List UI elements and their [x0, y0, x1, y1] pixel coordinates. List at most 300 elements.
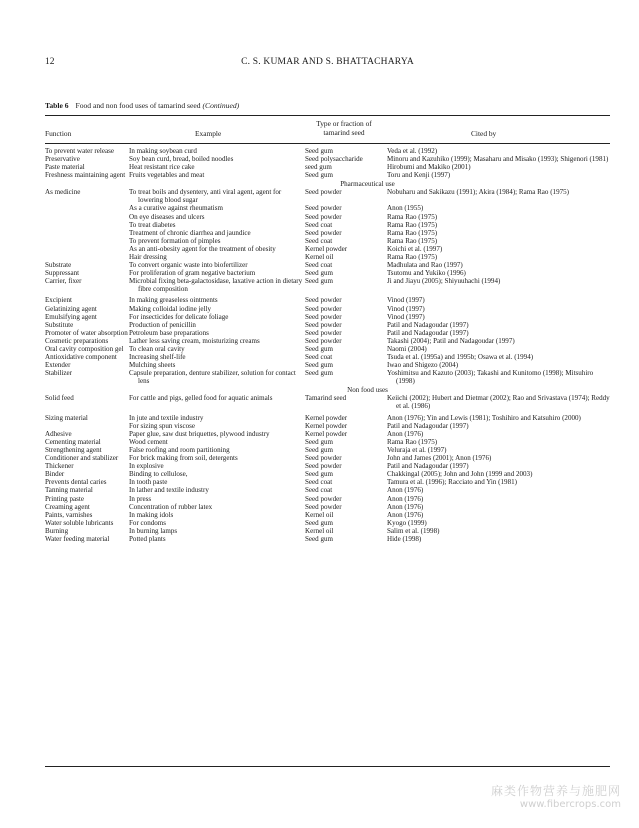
watermark-url: www.fibercrops.com	[519, 799, 621, 810]
type-cell	[305, 446, 387, 454]
table-continued: (Continued)	[202, 101, 240, 110]
table-row	[45, 353, 610, 361]
type-cell	[305, 171, 387, 179]
example-cell-text: Treatment of chronic diarrhea and jaundice	[129, 228, 251, 237]
cited-by-cell	[387, 237, 610, 245]
example-cell-text: Microbial fixing beta-galactosidase, laxative action in dietary fibre composition	[129, 277, 303, 294]
function-cell-text: Creaming agent	[45, 502, 90, 511]
type-cell	[305, 155, 387, 163]
function-cell-text: Solid feed	[45, 394, 74, 403]
example-cell	[129, 221, 305, 229]
function-cell	[45, 345, 129, 353]
type-cell	[305, 478, 387, 486]
function-cell	[45, 511, 129, 519]
example-cell-text: On eye diseases and ulcers	[129, 212, 205, 221]
example-cell	[129, 478, 305, 486]
cited-by-cell	[387, 394, 610, 410]
cited-by-cell	[387, 345, 610, 353]
cited-by-cell-text: Iwao and Shigezo (2004)	[387, 361, 459, 370]
table-row	[45, 446, 610, 454]
table-row	[45, 313, 610, 321]
function-cell-text: Carrier, fixer	[45, 277, 82, 286]
type-cell-text: Seed powder	[305, 212, 342, 221]
type-cell	[305, 329, 387, 337]
cited-by-cell-text: Vinod (1997)	[387, 304, 425, 313]
table-row	[45, 438, 610, 446]
function-cell	[45, 422, 129, 430]
cited-by-cell	[387, 163, 610, 171]
cited-by-cell	[387, 430, 610, 438]
example-cell	[129, 470, 305, 478]
function-cell	[45, 204, 129, 212]
type-cell-text: Seed powder	[305, 462, 342, 471]
cited-by-cell-text: Veluraja et al. (1997)	[387, 445, 447, 454]
table-row	[45, 296, 610, 304]
cited-by-cell-text: Hide (1998)	[387, 534, 422, 543]
function-cell-text: Prevents dental caries	[45, 478, 107, 487]
function-cell	[45, 478, 129, 486]
example-cell-text: For proliferation of gram negative bacterium	[129, 269, 256, 278]
function-cell	[45, 519, 129, 527]
cited-by-cell	[387, 245, 610, 253]
example-cell	[129, 321, 305, 329]
example-cell	[129, 253, 305, 261]
cited-by-cell-text: Chakkingal (2005); John and John (1999 and 2003)	[387, 470, 533, 479]
function-cell	[45, 163, 129, 171]
function-cell-text: Stabilizer	[45, 369, 73, 378]
table-row	[45, 229, 610, 237]
table-row	[45, 495, 610, 503]
cited-by-cell-text: Nobuharu and Sakikazu (1991); Akira (1984); Rama Rao (1975)	[387, 188, 570, 197]
example-cell-text: To prevent formation of pimples	[129, 236, 221, 245]
type-cell	[305, 454, 387, 462]
type-cell-text: Seed coat	[305, 353, 333, 362]
type-cell	[305, 519, 387, 527]
cited-by-cell-text: Ji and Jiayu (2005); Shiyuuhachi (1994)	[387, 277, 501, 286]
cited-by-cell	[387, 261, 610, 269]
example-cell-text: In making idols	[129, 510, 174, 519]
example-cell	[129, 269, 305, 277]
cited-by-cell	[387, 438, 610, 446]
function-cell-text: Water soluble lubricants	[45, 518, 114, 527]
cited-by-cell	[387, 321, 610, 329]
example-cell-text: In lather and textile industry	[129, 486, 209, 495]
type-cell	[305, 462, 387, 470]
type-cell-text: Seed powder	[305, 320, 342, 329]
cited-by-cell	[387, 422, 610, 430]
uses-table	[45, 147, 610, 543]
function-cell	[45, 171, 129, 179]
function-cell-text: Oral cavity composition gel	[45, 345, 124, 354]
cited-by-cell-text: Koichi et al. (1997)	[387, 244, 443, 253]
type-cell-text: Seed gum	[305, 361, 333, 370]
table-row	[45, 245, 610, 253]
header-rule	[45, 143, 610, 144]
cited-by-cell	[387, 229, 610, 237]
type-cell	[305, 527, 387, 535]
function-cell-text: Substrate	[45, 261, 72, 270]
example-cell	[129, 446, 305, 454]
cited-by-cell-text: Tsutomu and Yukiko (1996)	[387, 269, 466, 278]
function-cell	[45, 253, 129, 261]
function-cell-text: Emulsifying agent	[45, 312, 97, 321]
type-cell	[305, 277, 387, 293]
cited-by-cell-text: Patil and Nadagoudar (1997)	[387, 320, 469, 329]
table-row	[45, 369, 610, 385]
example-cell	[129, 163, 305, 171]
function-cell	[45, 454, 129, 462]
example-cell-text: For condoms	[129, 518, 166, 527]
example-cell-text: In explosive	[129, 462, 164, 471]
function-cell-text: Thickener	[45, 462, 74, 471]
cited-by-cell	[387, 353, 610, 361]
function-cell	[45, 414, 129, 422]
function-cell-text: Freshness maintaining agent	[45, 171, 126, 180]
table-row	[45, 503, 610, 511]
function-cell-text: Tanning material	[45, 486, 93, 495]
table-row	[45, 519, 610, 527]
type-cell-text: seed gum	[305, 163, 332, 172]
function-cell-text: As medicine	[45, 188, 81, 197]
function-cell	[45, 305, 129, 313]
type-cell-text: Kernel powder	[305, 421, 348, 430]
function-cell	[45, 361, 129, 369]
cited-by-cell	[387, 253, 610, 261]
top-rule	[45, 115, 610, 116]
function-cell-text: Burning	[45, 526, 69, 535]
table-row	[45, 414, 610, 422]
type-cell	[305, 438, 387, 446]
cited-by-cell	[387, 147, 610, 155]
function-cell	[45, 147, 129, 155]
cited-by-cell-text: Anon (1976)	[387, 510, 424, 519]
example-cell	[129, 329, 305, 337]
type-cell-text: Seed gum	[305, 518, 333, 527]
table-row	[45, 345, 610, 353]
function-cell	[45, 470, 129, 478]
col-header-function: Function	[45, 129, 72, 138]
type-cell	[305, 163, 387, 171]
table-row	[45, 171, 610, 179]
example-cell-text: For insecticides for delicate foliage	[129, 312, 229, 321]
type-cell-text: Seed gum	[305, 171, 333, 180]
example-cell-text: In jute and textile industry	[129, 413, 204, 422]
example-cell	[129, 353, 305, 361]
cited-by-cell-text: Minoru and Kazuhiko (1999); Masaharu and Misako (1993); Shigenori (1981)	[387, 155, 609, 164]
cited-by-cell	[387, 204, 610, 212]
table-row	[45, 147, 610, 155]
type-cell-text: Seed coat	[305, 486, 333, 495]
cited-by-cell-text: Tsuda et al. (1995a) and 1995b; Osawa et al. (1994)	[387, 353, 534, 362]
function-cell	[45, 527, 129, 535]
section-heading-row	[45, 179, 610, 188]
cited-by-cell	[387, 486, 610, 494]
cited-by-cell-text: Yoshimitsu and Kazuto (2003); Takashi and Kunitomo (1998); Mitsuhiro (1998)	[387, 369, 594, 386]
type-cell-text: Seed gum	[305, 345, 333, 354]
table-row	[45, 237, 610, 245]
type-cell	[305, 353, 387, 361]
example-cell-text: False roofing and room partitioning	[129, 445, 230, 454]
type-cell	[305, 147, 387, 155]
watermark-title: 麻类作物营养与施肥网	[490, 784, 621, 798]
function-cell	[45, 313, 129, 321]
example-cell-text: Soy bean curd, bread, boiled noodles	[129, 155, 234, 164]
cited-by-cell-text: Rama Rao (1975)	[387, 228, 438, 237]
cited-by-cell	[387, 213, 610, 221]
type-cell	[305, 535, 387, 543]
col-header-cited: Cited by	[471, 129, 497, 138]
function-cell-text: Cementing material	[45, 437, 101, 446]
table-row	[45, 188, 610, 204]
example-cell	[129, 438, 305, 446]
table-row	[45, 527, 610, 535]
function-cell-text: Extender	[45, 361, 71, 370]
example-cell-text: In making greaseless ointments	[129, 296, 218, 305]
type-cell	[305, 305, 387, 313]
table-row	[45, 422, 610, 430]
type-cell	[305, 394, 387, 410]
type-cell-text: Kernel powder	[305, 413, 348, 422]
type-cell-text: Seed gum	[305, 445, 333, 454]
cited-by-cell-text: Salim et al. (1998)	[387, 526, 440, 535]
table-row	[45, 261, 610, 269]
table-row	[45, 394, 610, 410]
cited-by-cell	[387, 171, 610, 179]
example-cell	[129, 519, 305, 527]
function-cell	[45, 438, 129, 446]
watermark	[491, 782, 621, 810]
function-cell-text: Antioxidative component	[45, 353, 117, 362]
function-cell	[45, 245, 129, 253]
table-row	[45, 486, 610, 494]
function-cell	[45, 229, 129, 237]
function-cell	[45, 353, 129, 361]
cited-by-cell-text: Naomi (2004)	[387, 345, 427, 354]
cited-by-cell-text: Patil and Nadagoudar (1997)	[387, 328, 469, 337]
example-cell-text: As a curative against rheumatism	[129, 204, 223, 213]
cited-by-cell	[387, 462, 610, 470]
example-cell-text: In tooth paste	[129, 478, 168, 487]
function-cell-text: Cosmetic preparations	[45, 336, 109, 345]
example-cell-text: Paper glue, saw dust briquettes, plywood industry	[129, 429, 270, 438]
function-cell-text: Paints, varnishes	[45, 510, 93, 519]
cited-by-cell-text: Hirobumi and Makiko (2001)	[387, 163, 471, 172]
example-cell-text: Potted plants	[129, 534, 166, 543]
function-cell	[45, 261, 129, 269]
type-cell-text: Kernel powder	[305, 244, 348, 253]
cited-by-cell	[387, 446, 610, 454]
example-cell-text: Concentration of rubber latex	[129, 502, 213, 511]
type-cell	[305, 369, 387, 385]
cited-by-cell-text: Tamura et al. (1996); Racciato and Yin (1981)	[387, 478, 517, 487]
example-cell-text: Capsule preparation, denture stabilizer, solution for contact lens	[129, 369, 296, 386]
example-cell	[129, 313, 305, 321]
running-header	[45, 57, 610, 69]
example-cell	[129, 361, 305, 369]
cited-by-cell	[387, 269, 610, 277]
table-caption	[45, 101, 239, 110]
example-cell	[129, 213, 305, 221]
type-cell-text: Kernel powder	[305, 429, 348, 438]
function-cell-text: Printing paste	[45, 494, 84, 503]
cited-by-cell-text: Patil and Nadagoudar (1997)	[387, 421, 469, 430]
section-heading: Pharmaceutical use	[340, 179, 395, 188]
example-cell	[129, 229, 305, 237]
function-cell-text: Conditioner and stabilizer	[45, 454, 119, 463]
function-cell-text: Gelatinizing agent	[45, 304, 97, 313]
example-cell	[129, 394, 305, 410]
type-cell-text: Seed coat	[305, 236, 333, 245]
example-cell	[129, 188, 305, 204]
example-cell	[129, 369, 305, 385]
cited-by-cell	[387, 495, 610, 503]
cited-by-cell	[387, 470, 610, 478]
function-cell-text: Water feeding material	[45, 534, 110, 543]
section-heading: Non food uses	[347, 385, 388, 394]
example-cell	[129, 237, 305, 245]
example-cell	[129, 337, 305, 345]
cited-by-cell-text: Rama Rao (1975)	[387, 253, 438, 261]
example-cell-text: For sizing spun viscose	[129, 421, 195, 430]
cited-by-cell	[387, 535, 610, 543]
example-cell	[129, 462, 305, 470]
function-cell-text: Adhesive	[45, 429, 72, 438]
function-cell	[45, 269, 129, 277]
example-cell-text: In press	[129, 494, 152, 503]
type-cell	[305, 313, 387, 321]
table-row	[45, 163, 610, 171]
running-authors: C. S. KUMAR AND S. BHATTACHARYA	[241, 57, 414, 67]
table-row	[45, 321, 610, 329]
table-row	[45, 511, 610, 519]
function-cell	[45, 337, 129, 345]
cited-by-cell-text: Vinod (1997)	[387, 296, 425, 305]
cited-by-cell-text: Anon (1976); Yin and Lewis (1981); Toshihiro and Katsuhiro (2000)	[387, 413, 581, 422]
cited-by-cell-text: Rama Rao (1975)	[387, 437, 438, 446]
table-row	[45, 337, 610, 345]
cited-by-cell	[387, 337, 610, 345]
cited-by-cell-text: Rama Rao (1975)	[387, 236, 438, 245]
table-row	[45, 462, 610, 470]
cited-by-cell-text: Keiichi (2002); Hubert and Dietmar (2002); Rao and Srivastava (1974); Reddy et al. (1986)	[387, 394, 610, 411]
function-cell-text: Paste material	[45, 163, 85, 172]
function-cell	[45, 237, 129, 245]
type-cell	[305, 345, 387, 353]
example-cell-text: Mulching sheets	[129, 361, 176, 370]
type-cell-text: Seed gum	[305, 437, 333, 446]
bottom-rule	[45, 766, 610, 767]
example-cell	[129, 511, 305, 519]
cited-by-cell	[387, 414, 610, 422]
function-cell	[45, 321, 129, 329]
type-cell	[305, 237, 387, 245]
table-row	[45, 478, 610, 486]
example-cell	[129, 454, 305, 462]
type-cell-text: Seed coat	[305, 478, 333, 487]
function-cell	[45, 188, 129, 204]
type-cell	[305, 296, 387, 304]
type-cell	[305, 337, 387, 345]
function-cell	[45, 155, 129, 163]
type-cell-text: Seed powder	[305, 494, 342, 503]
table-row	[45, 430, 610, 438]
page-number: 12	[45, 57, 55, 67]
function-cell	[45, 277, 129, 293]
function-cell	[45, 213, 129, 221]
example-cell-text: Increasing shelf-life	[129, 353, 186, 362]
type-cell-text: Seed polysaccharide	[305, 155, 363, 164]
type-cell-text: Seed powder	[305, 228, 342, 237]
cited-by-cell-text: Anon (1976)	[387, 429, 424, 438]
type-cell	[305, 486, 387, 494]
type-cell	[305, 422, 387, 430]
type-cell	[305, 229, 387, 237]
example-cell	[129, 155, 305, 163]
table-row	[45, 269, 610, 277]
type-cell	[305, 204, 387, 212]
table-row	[45, 454, 610, 462]
type-cell	[305, 470, 387, 478]
example-cell-text: Hair dressing	[129, 253, 167, 261]
cited-by-cell-text: Veda et al. (1992)	[387, 147, 438, 155]
example-cell	[129, 277, 305, 293]
cited-by-cell-text: Patil and Nadagoudar (1997)	[387, 462, 469, 471]
example-cell-text: Fruits vegetables and meat	[129, 171, 205, 180]
cited-by-cell	[387, 329, 610, 337]
example-cell	[129, 171, 305, 179]
type-cell-text: Seed gum	[305, 369, 333, 378]
example-cell	[129, 430, 305, 438]
type-cell-text: Seed powder	[305, 328, 342, 337]
function-cell-text: Promoter of water absorption	[45, 328, 128, 337]
type-cell	[305, 245, 387, 253]
function-cell	[45, 329, 129, 337]
type-cell-text: Seed gum	[305, 470, 333, 479]
type-cell-text: Seed powder	[305, 312, 342, 321]
table-row	[45, 329, 610, 337]
type-cell	[305, 414, 387, 422]
example-cell-text: Petroleum base preparations	[129, 328, 209, 337]
type-cell	[305, 188, 387, 204]
type-cell-text: Seed gum	[305, 534, 333, 543]
example-cell	[129, 414, 305, 422]
cited-by-cell	[387, 313, 610, 321]
cited-by-cell-text: Anon (1976)	[387, 486, 424, 495]
cited-by-cell	[387, 454, 610, 462]
example-cell-text: Lather less saving cream, moisturizing creams	[129, 336, 260, 345]
cited-by-cell	[387, 478, 610, 486]
type-cell	[305, 213, 387, 221]
example-cell	[129, 345, 305, 353]
table-row	[45, 204, 610, 212]
example-cell-text: Wood cement	[129, 437, 168, 446]
function-cell	[45, 296, 129, 304]
cited-by-cell	[387, 503, 610, 511]
cited-by-cell-text: Madhulata and Rao (1997)	[387, 261, 463, 270]
type-cell-text: Kernel oil	[305, 526, 334, 535]
type-cell-text: Seed powder	[305, 188, 342, 197]
cited-by-cell	[387, 519, 610, 527]
function-cell	[45, 446, 129, 454]
cited-by-cell	[387, 511, 610, 519]
example-cell	[129, 503, 305, 511]
table-row	[45, 221, 610, 229]
function-cell	[45, 430, 129, 438]
type-cell-text: Kernel oil	[305, 253, 334, 261]
cited-by-cell-text: Anon (1955)	[387, 204, 424, 213]
example-cell	[129, 305, 305, 313]
example-cell-text: For cattle and pigs, gelled food for aquatic animals	[129, 394, 273, 403]
